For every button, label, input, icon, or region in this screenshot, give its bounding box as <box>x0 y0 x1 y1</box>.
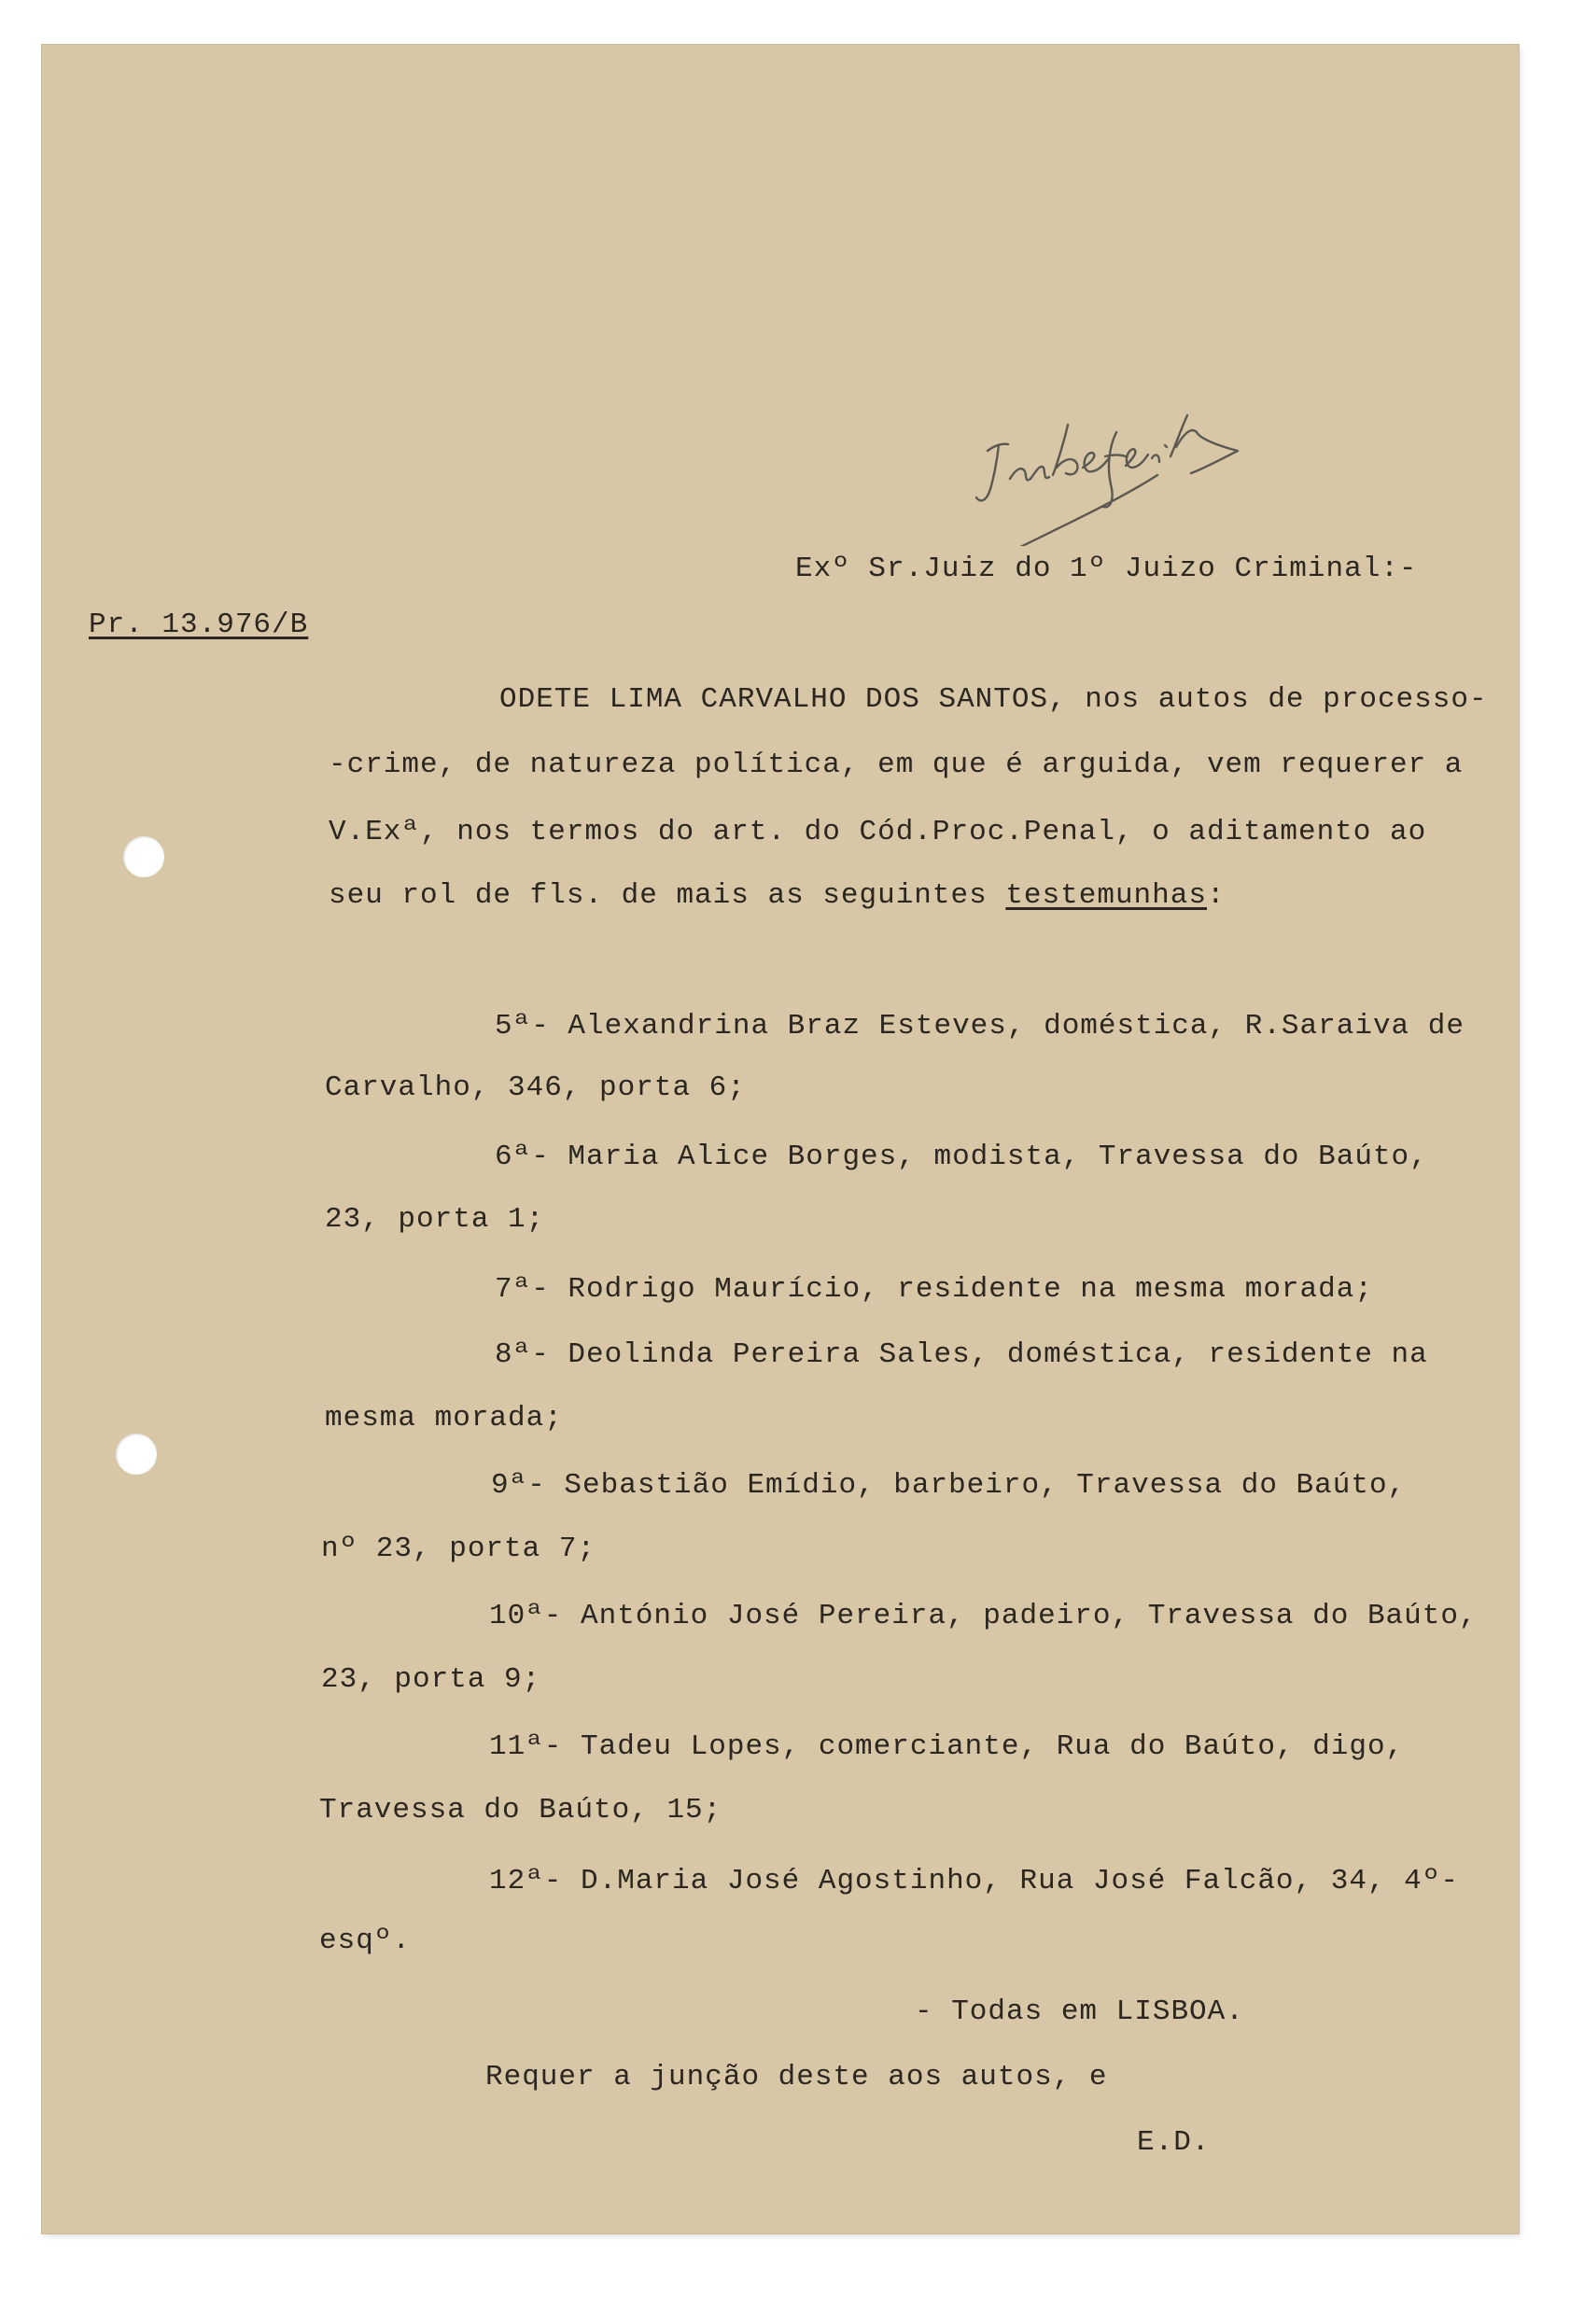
witness-11-line-2: Travessa do Baúto, 15; <box>319 1794 722 1827</box>
witness-10-line-2: 23, porta 9; <box>321 1663 541 1696</box>
punch-hole-top <box>123 836 164 877</box>
witness-9-line-2: nº 23, porta 7; <box>321 1533 596 1565</box>
witness-12-line-2: esqº. <box>319 1925 412 1957</box>
intro-line-3: V.Exª, nos termos do art. do Cód.Proc.Penal, o aditamento ao <box>329 816 1427 848</box>
intro-line-1: ODETE LIMA CARVALHO DOS SANTOS, nos autos de processo- <box>499 683 1488 716</box>
handwritten-annotation <box>943 378 1260 546</box>
request-line: Requer a junção deste aos autos, e <box>485 2061 1108 2093</box>
all-in-lisbon: - Todas em LISBOA. <box>915 1995 1244 2028</box>
intro-line-4 <box>329 877 1226 915</box>
addressee: Exº Sr.Juiz do 1º Juizo Criminal:- <box>795 553 1418 585</box>
witness-9-line-1: 9ª- Sebastião Emídio, barbeiro, Travessa do Baúto, <box>491 1469 1407 1502</box>
signoff: E.D. <box>1137 2126 1211 2159</box>
witness-6-line-1: 6ª- Maria Alice Borges, modista, Travessa do Baúto, <box>495 1141 1428 1173</box>
punch-hole-bottom <box>116 1434 157 1475</box>
intro-line-4-text: seu rol de fls. de mais as seguintes <box>329 879 988 912</box>
witness-6-line-2: 23, porta 1; <box>325 1203 545 1236</box>
witness-10-line-1: 10ª- António José Pereira, padeiro, Travessa do Baúto, <box>489 1600 1478 1632</box>
process-reference: Pr. 13.976/B <box>89 609 309 641</box>
witness-5-line-2: Carvalho, 346, porta 6; <box>325 1071 746 1104</box>
witness-11-line-1: 11ª- Tadeu Lopes, comerciante, Rua do Baúto, digo, <box>489 1730 1405 1763</box>
intro-line-4-colon: : <box>1206 879 1226 912</box>
witnesses-heading: testemunhas <box>1005 879 1207 912</box>
intro-line-2: -crime, de natureza política, em que é arguida, vem requerer a <box>329 749 1464 781</box>
witness-8-line-1: 8ª- Deolinda Pereira Sales, doméstica, residente na <box>495 1338 1428 1371</box>
witness-5-line-1: 5ª- Alexandrina Braz Esteves, doméstica, R.Saraiva de <box>495 1010 1465 1043</box>
witness-12-line-1: 12ª- D.Maria José Agostinho, Rua José Falcão, 34, 4º- <box>489 1865 1459 1897</box>
witness-7-line-1: 7ª- Rodrigo Maurício, residente na mesma morada; <box>495 1273 1373 1306</box>
witness-8-line-2: mesma morada; <box>325 1402 563 1435</box>
